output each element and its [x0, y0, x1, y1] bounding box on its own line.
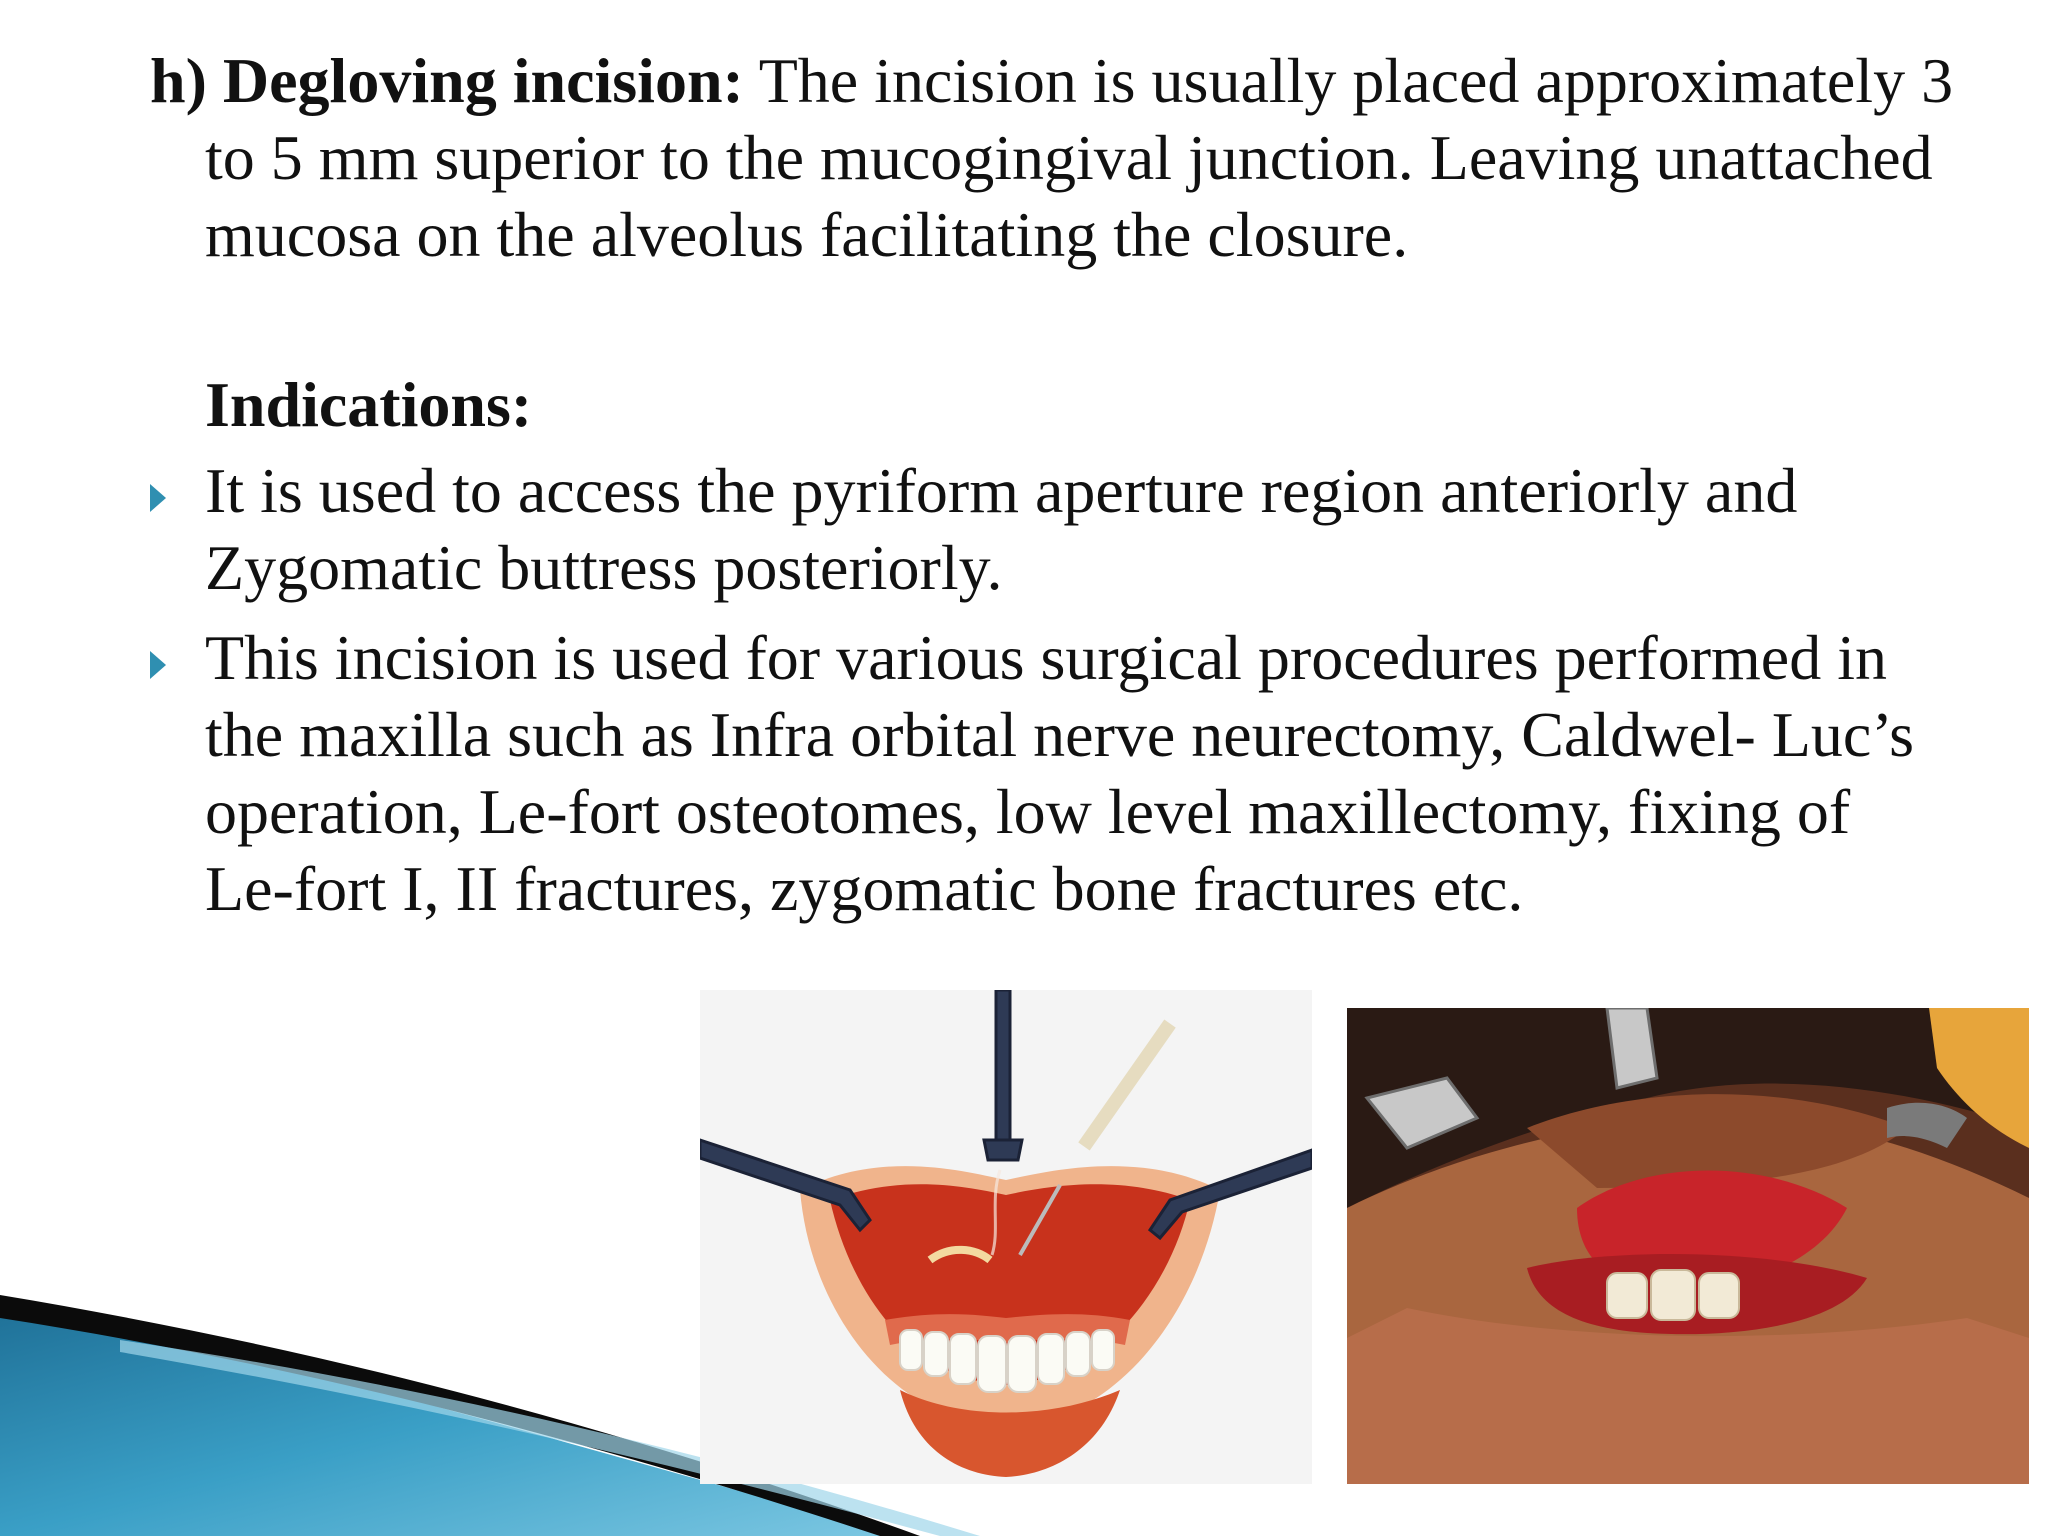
intro-text: The incision is usually placed approximately 3 to 5 mm superior to the mucogingival junction. Leaving unattached mucosa on the alveolus facilitating the closure.: [205, 45, 1954, 270]
bullet-item: [150, 452, 1930, 606]
incision-illustration: [700, 990, 1312, 1484]
bullet-item: [150, 619, 1930, 927]
bullet-text: This incision is used for various surgical procedures performed in the maxilla such as Infra orbital nerve neurectomy, Caldwel- Luc’s operation, Le-fort osteotomes, low level maxillectomy, fixing of Le-fort I, II fractures, zygomatic bone fractures etc.: [205, 622, 1914, 924]
section-heading: h) Degloving incision:: [150, 45, 744, 116]
intro-paragraph: [150, 42, 2005, 273]
bullet-text: It is used to access the pyriform aperture region anteriorly and Zygomatic buttress posteriorly.: [205, 455, 1798, 603]
indications-heading: Indications:: [205, 369, 533, 440]
triangle-right-icon: [150, 484, 166, 512]
triangle-right-icon: [150, 651, 166, 679]
clinical-photo: [1347, 1008, 2029, 1484]
